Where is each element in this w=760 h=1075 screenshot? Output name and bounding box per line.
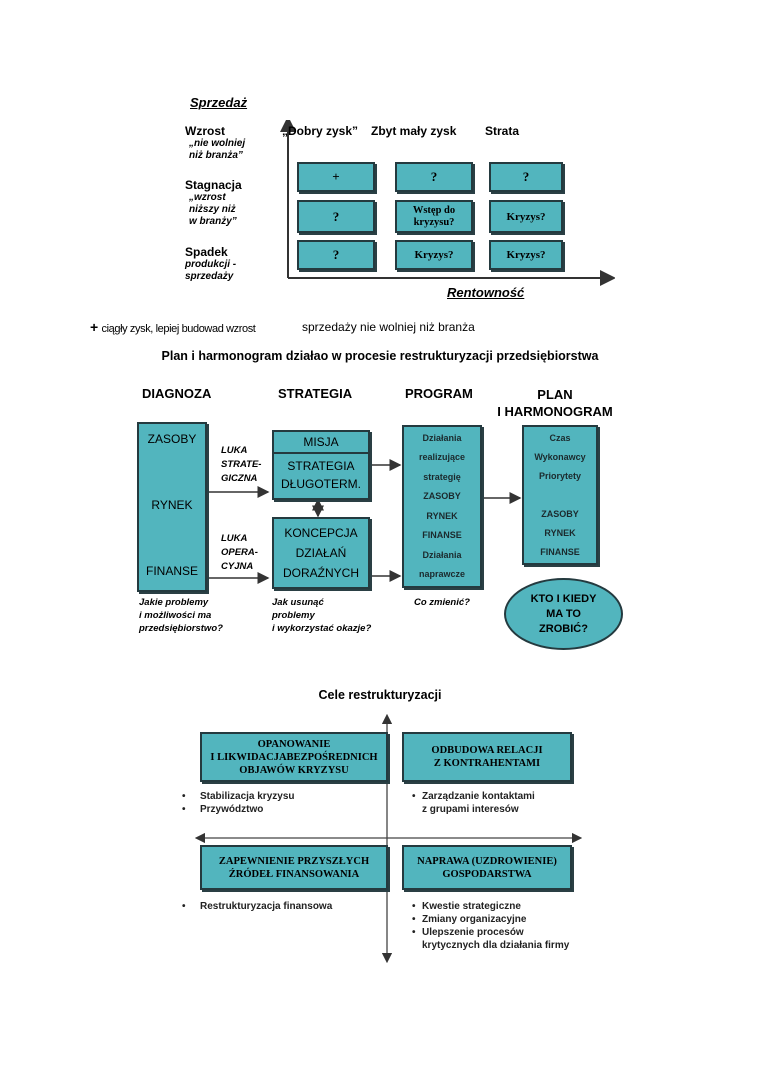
plan-box: Czas Wykonawcy Priorytety ZASOBY RYNEK FINANSE	[522, 425, 598, 565]
matrix-cell: Wstęp do kryzysu?	[395, 200, 473, 233]
bullet: •	[412, 791, 416, 802]
header-plan: PLAN I HARMONOGRAM	[497, 387, 613, 419]
row-label-main: Spadek	[185, 245, 228, 259]
bullet: •	[182, 804, 186, 815]
list-item	[412, 900, 569, 913]
matrix-col-header-2: Zbyt mały zysk	[371, 124, 457, 138]
matrix-cell: Kryzys?	[489, 240, 563, 270]
matrix-cell: ?	[489, 162, 563, 192]
matrix-cell: ?	[395, 162, 473, 192]
list-item	[412, 913, 569, 926]
header-program: PROGRAM	[405, 386, 473, 401]
koncepcja-box: KONCEPCJA DZIAŁAŃ DORAŹNYCH	[272, 517, 370, 589]
bullet: •	[182, 901, 186, 912]
diagnoza-item: FINANSE	[145, 564, 198, 578]
plus-symbol: +	[90, 319, 99, 335]
list-item	[182, 900, 332, 913]
question-strategia: Jak usunąć problemy i wykorzystać okazje?	[272, 597, 372, 634]
list-item-text: Zmiany organizacyjne	[422, 914, 527, 925]
header-strategia: STRATEGIA	[278, 386, 353, 401]
cele-q3-box: ZAPEWNIENIE PRZYSZŁYCH ŹRÓDEŁ FINANSOWANIA	[200, 845, 388, 890]
cele-q2-list	[412, 790, 535, 816]
list-item-text: Zarządzanie kontaktami z grupami interesów	[422, 791, 535, 815]
cele-q4-list	[412, 900, 569, 952]
cele-q1-list	[182, 790, 295, 816]
matrix-x-axis-label: Rentowność	[447, 285, 525, 300]
note-right-text: sprzedaży nie wolniej niż branża	[302, 320, 475, 334]
note-left-text: ciągły zysk, lepiej budowad wzrost	[101, 323, 256, 335]
strategia-label: STRATEGIA DŁUGOTERM.	[280, 459, 361, 491]
question-diagnoza: Jakie problemy i możliwości ma przedsiębiorstwo?	[139, 597, 223, 634]
list-item	[182, 803, 295, 816]
cele-q2-box: ODBUDOWA RELACJI Z KONTRAHENTAMI	[402, 732, 572, 782]
bullet: •	[412, 914, 416, 925]
matrix-cell: ?	[297, 240, 375, 270]
cele-title: Cele restrukturyzacji	[318, 688, 442, 702]
diagnoza-item: ZASOBY	[147, 432, 197, 446]
list-item-text: Kwestie strategiczne	[422, 901, 521, 912]
header-diagnoza: DIAGNOZA	[142, 386, 212, 401]
kto-i-kiedy-ellipse: KTO I KIEDY MA TO ZROBIĆ?	[504, 578, 623, 650]
list-item	[412, 926, 569, 952]
list-item	[182, 790, 295, 803]
bullet: •	[182, 791, 186, 802]
matrix-cell: Kryzys?	[489, 200, 563, 233]
cele-q1-box: OPANOWANIE I LIKWIDACJABEZPOŚREDNICH OBJAWÓW KRYZYSU	[200, 732, 388, 782]
cele-q3-list	[182, 900, 332, 913]
list-item	[412, 790, 535, 816]
matrix-col-header-3: Strata	[485, 124, 520, 138]
program-box: Działania realizujące strategię ZASOBY RYNEK FINANSE Działania naprawcze	[402, 425, 482, 588]
list-item-text: Przywództwo	[200, 804, 264, 815]
matrix-col-header-1: „Dobry zysk”	[282, 124, 359, 138]
row-label-sub: produkcji - sprzedaży	[185, 259, 237, 282]
matrix-cell: Kryzys?	[395, 240, 473, 270]
diagnoza-item: RYNEK	[151, 498, 193, 512]
luka-operacyjna: LUKA OPERA- CYJNA	[221, 533, 258, 572]
matrix-title: Sprzedaż	[190, 95, 248, 110]
row-label-main: Wzrost	[185, 124, 225, 138]
row-label-sub: „wzrost niższy niż w branży”	[189, 192, 237, 227]
row-label-sub: „nie wolniej niż branża”	[189, 138, 246, 161]
row-label-main: Stagnacja	[185, 178, 242, 192]
luka-strategiczna: LUKA STRATE- GICZNA	[221, 445, 262, 484]
matrix-cell: +	[297, 162, 375, 192]
bullet: •	[412, 901, 416, 912]
list-item-text: Ulepszenie procesów krytycznych dla działania firmy	[422, 927, 570, 951]
cele-q4-box: NAPRAWA (UZDROWIENIE) GOSPODARSTWA	[402, 845, 572, 890]
plan-title: Plan i harmonogram działao w procesie restrukturyzacji przedsiębiorstwa	[161, 349, 599, 363]
misja-label: MISJA	[274, 432, 368, 454]
bullet: •	[412, 927, 416, 938]
matrix-cell: ?	[297, 200, 375, 233]
list-item-text: Restrukturyzacja finansowa	[200, 901, 333, 912]
question-program: Co zmienić?	[414, 597, 470, 608]
list-item-text: Stabilizacja kryzysu	[200, 791, 295, 802]
